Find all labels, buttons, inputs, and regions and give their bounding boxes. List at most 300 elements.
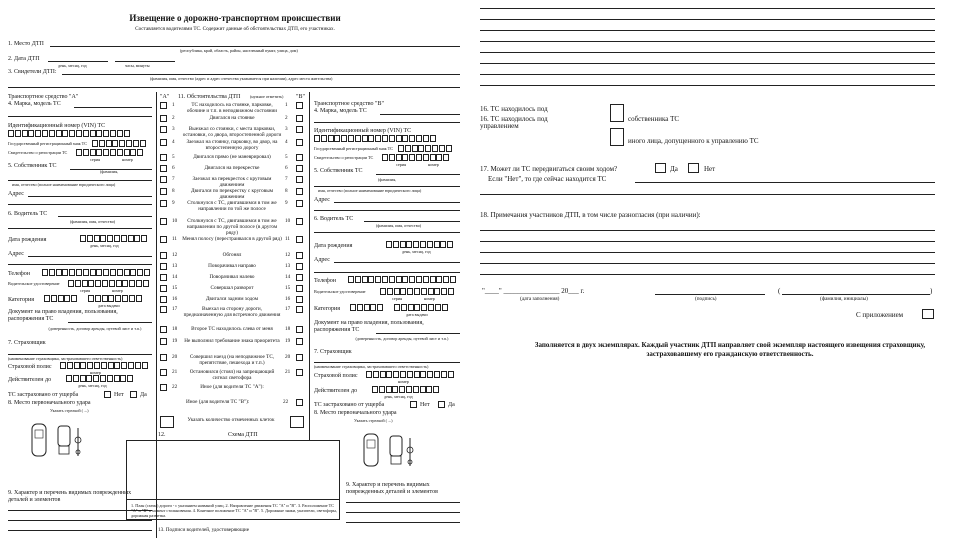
note-line-3[interactable]: [480, 252, 935, 253]
circ-7-b-checkbox[interactable]: [296, 176, 303, 183]
circ-12-label: Обгонял: [222, 252, 242, 258]
circ-22-num-a: 22: [172, 384, 178, 390]
circ-8-b-checkbox[interactable]: [296, 188, 303, 195]
circ-11-num-b: 11: [285, 236, 290, 242]
circ-19-label: Не выполнил требование знака приоритета: [184, 338, 280, 344]
circ-16-num-b: 16: [285, 296, 291, 302]
scheme-label: Схема ДТП: [228, 432, 258, 438]
circ-4-num-a: 4: [172, 139, 175, 145]
vehicle-b-birth-label: Дата рождения: [314, 243, 353, 249]
vehicle-b-phone-label: Телефон: [314, 278, 336, 284]
note-line-5[interactable]: [480, 274, 935, 275]
vehicle-b-issue-cells[interactable]: [394, 304, 448, 311]
count-b-box[interactable]: [290, 416, 304, 428]
vehicle-a-damage-line-3[interactable]: [8, 530, 152, 531]
vehicle-b-driver-hint: (фамилия, имя, отчество): [376, 223, 422, 228]
note-line-4[interactable]: [480, 263, 935, 264]
form-right-page: [470, 0, 960, 540]
vehicle-a-ins-no-checkbox[interactable]: [104, 391, 111, 398]
circ-11-a-checkbox[interactable]: [160, 236, 167, 243]
name-line[interactable]: [782, 294, 930, 295]
date-fill-hint: (дата заполнения): [520, 296, 560, 302]
circ-1-a-checkbox[interactable]: [160, 102, 167, 109]
vehicle-b-license-cells[interactable]: [380, 288, 455, 295]
vehicle-b-car-diagram[interactable]: [360, 430, 420, 475]
vehicle-a-policy-label: Страховой полис: [8, 364, 52, 370]
vehicle-b-reg-cert-label: Свидетельство о регистрации ТС: [314, 155, 374, 160]
note-line-1[interactable]: [480, 230, 935, 231]
vehicle-b-address-line[interactable]: [334, 202, 460, 203]
circ-4-num-b: 4: [285, 139, 288, 145]
vehicle-a-policy-cells[interactable]: [60, 362, 148, 369]
circ-4-b-checkbox[interactable]: [296, 139, 303, 146]
circ-15-a-checkbox[interactable]: [160, 285, 167, 292]
time-hint: часы, минуты: [125, 63, 150, 68]
vehicle-b-birth-cells[interactable]: [386, 241, 454, 248]
circ-18-a-checkbox[interactable]: [160, 326, 167, 333]
circ-9-a-checkbox[interactable]: [160, 200, 167, 207]
vehicle-b-impact-label: 8. Место первоначального удара: [314, 410, 397, 416]
vehicle-b-reg-plate-label: Государственный регистрационный знак ТС: [314, 146, 393, 151]
vehicle-b-vin-label: Идентификационный номер (VIN) ТС: [314, 128, 412, 134]
vehicle-b-license-series-hint: серия: [392, 296, 403, 301]
circ-16-a-checkbox[interactable]: [160, 296, 167, 303]
circ-11-num-a: 11: [172, 236, 177, 242]
circ-21-num-b: 21: [285, 369, 291, 375]
circ-13-b-checkbox[interactable]: [296, 263, 303, 270]
vehicle-a-driver-address-line-2[interactable]: [8, 264, 152, 265]
vehicle-a-phone-label: Телефон: [8, 271, 30, 277]
vehicle-b-vin-cells[interactable]: [314, 135, 436, 142]
circ-20-num-b: 20: [285, 354, 291, 360]
other-label: иного лица, допущенного к управлению ТС: [628, 137, 759, 145]
vehicle-a-vin-label: Идентификационный номер (VIN) ТС: [8, 123, 106, 129]
vehicle-a-driver-label: 6. Водитель ТС: [8, 211, 48, 217]
vehicle-b-phone-cells[interactable]: [348, 276, 457, 283]
vehicle-a-address-line[interactable]: [28, 196, 152, 197]
circ-14-a-checkbox[interactable]: [160, 274, 167, 281]
vehicle-a-mark-label: 4. Марка, модель ТС: [8, 101, 61, 107]
circ-16-label: Двигался задним ходом: [205, 296, 259, 302]
name-hint: (фамилия, инициалы): [820, 296, 868, 302]
vehicle-b-license-label: Водительское удостоверение: [314, 289, 366, 294]
circ-1-b-checkbox[interactable]: [296, 102, 303, 109]
vehicle-b-driver-address-line[interactable]: [334, 262, 460, 263]
circ-9-label: Столкнулся с ТС, двигавшимся в том же направлении по той же полосе: [187, 200, 277, 212]
circ-2-label: Двигался на стоянке: [209, 115, 255, 121]
field-2-label: 2. Дата ДТП: [8, 56, 40, 62]
vehicle-a-category-cells[interactable]: [44, 295, 78, 302]
vehicle-a-header: Транспортное средство "А": [8, 94, 79, 100]
vehicle-a-owner-hint: имя, отчество (полное наименование юридического лица): [12, 182, 116, 187]
field-17-label: 17. Может ли ТС передвигаться своим ходом?: [480, 165, 618, 173]
circ-3-num-a: 3: [172, 126, 175, 132]
circ-19-a-checkbox[interactable]: [160, 338, 167, 345]
circ-8-label: Двигался по перекрестку с круговым движением: [191, 188, 273, 200]
circ-5-b-checkbox[interactable]: [296, 154, 303, 161]
circ-20-num-a: 20: [172, 354, 178, 360]
vehicle-b-issue-hint: дата выдачи: [406, 312, 428, 317]
circ-6-label: Двигался на перекрестке: [204, 165, 260, 171]
circumstances-header: 11. Обстоятельства ДТП: [178, 94, 241, 100]
field-12-label: 12.: [158, 432, 166, 438]
vehicle-a-ins-yes-label: Да: [140, 392, 147, 398]
vehicle-b-owner-line[interactable]: [376, 174, 460, 175]
own-label: собственника ТС: [628, 115, 680, 123]
attachment-checkbox[interactable]: [922, 309, 934, 319]
move-yes-checkbox[interactable]: [655, 163, 666, 173]
vehicle-a-driver-address-line[interactable]: [28, 256, 152, 257]
circ-19-num-a: 19: [172, 338, 178, 344]
circ-16-b-checkbox[interactable]: [296, 296, 303, 303]
note-line-2[interactable]: [480, 241, 935, 242]
place-hint: (республика, край, область, район, населенный пункт, улица, дом): [180, 48, 298, 53]
name-paren-close: ): [930, 287, 933, 295]
vehicle-a-doc-label: Документ на право владения, пользования, распоряжения ТС: [8, 309, 118, 322]
vehicle-b-series-hint: серия: [396, 162, 407, 167]
vehicle-b-category-cells[interactable]: [350, 304, 384, 311]
circ-21-a-checkbox[interactable]: [160, 369, 167, 376]
circ-2-num-b: 2: [285, 115, 288, 121]
top-line-1[interactable]: [480, 8, 935, 9]
time-line[interactable]: [115, 61, 175, 62]
vehicle-a-doc-line[interactable]: [68, 322, 152, 323]
circ-1-label: ТС находилось на стоянке, парковке, обочине и т.п. в неподвижном состоянии: [186, 102, 278, 114]
circ-1-num-a: 1: [172, 102, 175, 108]
vehicle-b-damage-line-2[interactable]: [346, 512, 460, 513]
move-no-label: Нет: [704, 165, 716, 173]
vehicle-a-doc-hint: (доверенность, договор аренды, путевой лист и т.п.): [48, 326, 142, 331]
circ-1-num-b: 1: [285, 102, 288, 108]
vehicle-a-car-diagram[interactable]: [28, 420, 88, 465]
vehicle-a-insurer-label: 7. Страховщик: [8, 340, 46, 346]
field-3-label: 3. Свидетели ДТП:: [8, 69, 57, 75]
vehicle-b-damage-line-1[interactable]: [346, 502, 460, 503]
vehicle-b-driver-label: 6. Водитель ТС: [314, 216, 354, 222]
circ-5-a-checkbox[interactable]: [160, 154, 167, 161]
circ-9-b-checkbox[interactable]: [296, 200, 303, 207]
vehicle-a-category-label: Категория: [8, 297, 34, 303]
circumstances-col-a: "А": [160, 94, 170, 100]
circ-15-num-b: 15: [285, 285, 291, 291]
name-paren-open: (: [778, 287, 781, 295]
vehicle-b-column: [314, 92, 462, 540]
date-fill-line[interactable]: "____" ________________ 20___ г.: [482, 287, 585, 295]
vehicle-a-issue-hint: дата выдачи: [98, 303, 120, 308]
circumstances-other-b-num: 22: [283, 399, 289, 405]
vehicle-b-policy-cells[interactable]: [366, 371, 454, 378]
vehicle-a-reg-cert-cells[interactable]: [76, 149, 144, 156]
vehicle-a-owner-label: 5. Собственник ТС: [8, 163, 57, 169]
vehicle-b-doc-line[interactable]: [376, 333, 460, 334]
vehicle-b-ins-yes-checkbox[interactable]: [438, 401, 445, 408]
circ-8-num-b: 8: [285, 188, 288, 194]
vehicle-b-arrow-hint: Указать стрелкой (→): [354, 418, 393, 423]
vehicle-b-valid-hint: день, месяц, год: [384, 394, 413, 399]
vehicle-b-birth-hint: день, месяц, год: [402, 249, 431, 254]
circ-13-num-b: 13: [285, 263, 291, 269]
circ-15-b-checkbox[interactable]: [296, 285, 303, 292]
vehicle-b-mark-line[interactable]: [380, 114, 460, 115]
circ-9-num-a: 9: [172, 200, 175, 206]
circ-22-a-checkbox[interactable]: [160, 384, 167, 391]
vehicle-b-damage-label: 9. Характер и перечень видимых поврежденных деталей и элементов: [346, 482, 438, 495]
witness-hint: (фамилия, имя, отчество (адрес и адрес отечества указывается при наличии), адрес места жительства): [150, 76, 333, 81]
circ-17-num-b: 17: [285, 306, 291, 312]
circ-3-a-checkbox[interactable]: [160, 126, 167, 133]
vehicle-b-reg-plate-cells[interactable]: [398, 145, 452, 152]
circ-3-b-checkbox[interactable]: [296, 126, 303, 133]
form-left-page: [0, 0, 470, 540]
circ-17-a-checkbox[interactable]: [160, 306, 167, 313]
vehicle-b-policy-label: Страховой полис: [314, 373, 358, 379]
where-label: Если "Нет", то где сейчас находится ТС: [488, 175, 607, 183]
vehicle-a-vin-cells[interactable]: [8, 130, 130, 137]
vehicle-a-reg-cert-label: Свидетельство о регистрации ТС: [8, 150, 68, 155]
scheme-drawing-area[interactable]: [126, 440, 340, 520]
circumstances-other-b-checkbox[interactable]: [296, 399, 303, 406]
circ-13-label: Поворачивал направо: [208, 263, 256, 269]
circ-19-b-checkbox[interactable]: [296, 338, 303, 345]
move-no-checkbox[interactable]: [688, 163, 699, 173]
circ-10-b-checkbox[interactable]: [296, 218, 303, 225]
circ-15-label: Совершал разворот: [210, 285, 254, 291]
count-a-box[interactable]: [160, 416, 174, 428]
vehicle-a-phone-cells[interactable]: [42, 269, 151, 276]
vehicle-a-policy-number-hint: номер: [90, 370, 101, 375]
attachment-label: С приложением: [856, 311, 904, 319]
circ-12-num-a: 12: [172, 252, 178, 258]
vehicle-b-owner-label: 5. Собственник ТС: [314, 168, 363, 174]
date-hint: день, месяц, год: [58, 63, 87, 68]
circ-3-label: Выезжал со стоянки, с места парковки, остановки, со двора, второстепенной дороги: [182, 126, 282, 138]
vehicle-a-driver-line-2[interactable]: [8, 228, 152, 229]
scheme-note: 1. План (схема) дороги - с указанием названий улиц. 2. Направление движения ТС "А" и "В". 3. Расположение ТС "А" и "В" в момент столкновения. 4. Конечное положение ТС "А" и "В". 5. Дорожные знаки, указатели, светофоры, дорожная разметка.: [131, 503, 337, 519]
vehicle-b-doc-hint: (доверенность, договор аренды, путевой лист и т.п.): [355, 336, 449, 341]
witness-line[interactable]: [62, 74, 460, 75]
footer-note: Заполняется в двух экземплярах. Каждый участник ДТП направляет свой экземпляр настоящего извещения страховщику, застраховавшему его гражданскую ответственность.: [534, 341, 926, 359]
count-label: Указать количество отмеченных клеток: [187, 417, 275, 423]
vehicle-a-birth-label: Дата рождения: [8, 237, 47, 243]
vehicle-a-valid-label: Действителен до: [8, 377, 52, 383]
field-16-label: 16. ТС находилось под управлением: [480, 115, 548, 130]
where-line-2[interactable]: [480, 194, 935, 195]
vehicle-b-number-hint: номер: [428, 162, 439, 167]
vehicle-a-license-number-hint: номер: [112, 288, 123, 293]
circumstances-header-hint: (нужное отметить): [250, 94, 284, 99]
circ-14-b-checkbox[interactable]: [296, 274, 303, 281]
circ-13-a-checkbox[interactable]: [160, 263, 167, 270]
circ-18-label: Второе ТС находилось слева от меня: [191, 326, 273, 332]
circ-17-label: Выехал на сторону дороги, предназначенную для встречного движения: [183, 306, 281, 318]
vehicle-a-valid-hint: день, месяц, год: [78, 383, 107, 388]
circ-20-b-checkbox[interactable]: [296, 354, 303, 361]
vehicle-a-arrow-hint: Указать стрелкой (→): [50, 408, 89, 413]
vehicle-b-ins-yes-label: Да: [448, 402, 455, 408]
vehicle-a-license-series-hint: серия: [80, 288, 91, 293]
circ-21-label: Остановился (стоял) на запрещающий сигнал светофора: [189, 369, 275, 381]
top-line-2[interactable]: [480, 19, 935, 20]
vehicle-b-address-line-2[interactable]: [314, 210, 460, 211]
vehicle-b-owner-hint: имя, отчество (полное наименование юридического лица): [318, 188, 422, 193]
vehicle-a-insurer-hint: (наименование страховщика, застраховавшего ответственность): [8, 356, 123, 361]
vehicle-a-license-cells[interactable]: [68, 280, 150, 287]
circ-11-label: Менял полосу (перестраивался в другой ряд): [182, 236, 282, 242]
vehicle-b-valid-cells[interactable]: [372, 386, 440, 393]
circ-10-a-checkbox[interactable]: [160, 218, 167, 225]
circ-5-num-a: 5: [172, 154, 175, 160]
circ-9-num-b: 9: [285, 200, 288, 206]
top-line-3[interactable]: [480, 30, 935, 31]
vehicle-b-driver-line-2[interactable]: [314, 232, 460, 233]
other-checkbox[interactable]: [610, 128, 624, 146]
vehicle-b-license-number-hint: номер: [424, 296, 435, 301]
circumstances-col-b: "В": [296, 94, 305, 100]
circ-20-a-checkbox[interactable]: [160, 354, 167, 361]
vehicle-b-driver-line[interactable]: [364, 221, 460, 222]
top-line-6[interactable]: [480, 63, 935, 64]
circ-2-a-checkbox[interactable]: [160, 115, 167, 122]
vehicle-b-category-label: Категория: [314, 306, 340, 312]
vehicle-b-damage-ins-label: ТС застраховано от ущерба: [314, 402, 385, 408]
vehicle-b-insurer-line[interactable]: [314, 362, 460, 363]
vehicle-a-owner-surname-hint: (фамилия,: [100, 169, 119, 174]
vehicle-a-reg-plate-cells[interactable]: [92, 140, 146, 147]
vehicle-a-reg-plate-label: Государственный регистрационный знак ТС: [8, 141, 87, 146]
vehicle-b-driver-address-label: Адрес: [314, 257, 330, 263]
vehicle-a-series-hint: серия: [90, 157, 101, 162]
circ-20-label: Совершил наезд (на неподвижное ТС, препятствие, пешехода и т.п.): [189, 354, 275, 366]
circ-6-b-checkbox[interactable]: [296, 165, 303, 172]
circ-6-num-a: 6: [172, 165, 175, 171]
circ-15-num-a: 15: [172, 285, 178, 291]
field-1-label: 1. Место ДТП: [8, 41, 44, 47]
own-checkbox[interactable]: [610, 104, 624, 122]
vehicle-b-mark-label: 4. Марка, модель ТС: [314, 108, 367, 114]
circ-18-num-b: 18: [285, 326, 291, 332]
circ-21-num-a: 21: [172, 369, 178, 375]
vehicle-b-owner-surname-hint: (фамилия,: [378, 177, 397, 182]
vehicle-a-birth-hint: день, месяц, год: [90, 243, 119, 248]
vehicle-a-valid-cells[interactable]: [66, 375, 134, 382]
circ-18-b-checkbox[interactable]: [296, 326, 303, 333]
vehicle-b-policy-number-hint: номер: [398, 379, 409, 384]
form-title: Извещение о дорожно-транспортном происшествии: [129, 13, 341, 23]
vehicle-b-valid-label: Действителен до: [314, 388, 358, 394]
vehicle-b-doc-label: Документ на право владения, пользования, распоряжения ТС: [314, 320, 424, 333]
vehicle-b-ins-no-label: Нет: [420, 402, 430, 408]
circ-14-num-a: 14: [172, 274, 178, 280]
signature-hint: (подпись): [695, 296, 717, 302]
vehicle-a-damage-label: 9. Характер и перечень видимых поврежденных деталей и элементов: [8, 490, 132, 503]
vehicle-a-license-label: Водительское удостоверение: [8, 281, 60, 286]
circ-3-num-b: 3: [285, 126, 288, 132]
circ-18-num-a: 18: [172, 326, 178, 332]
vehicle-a-insurer-line[interactable]: [8, 354, 152, 355]
vehicle-b-driver-address-line-2[interactable]: [314, 272, 460, 273]
vehicle-a-mark-line[interactable]: [74, 107, 152, 108]
circ-7-a-checkbox[interactable]: [160, 176, 167, 183]
top-line-7[interactable]: [480, 74, 935, 75]
circ-10-num-b: 10: [285, 218, 291, 224]
top-line-5[interactable]: [480, 52, 935, 53]
vehicle-a-owner-line-2[interactable]: [8, 180, 152, 181]
top-line-4[interactable]: [480, 41, 935, 42]
circ-14-num-b: 14: [285, 274, 291, 280]
circ-12-num-b: 12: [285, 252, 291, 258]
circ-16-num-a: 16: [172, 296, 178, 302]
circ-5-label: Двигался прямо (не маневрировал): [193, 154, 271, 160]
circ-17-b-checkbox[interactable]: [296, 306, 303, 313]
form-subtitle: Составляется водителями ТС. Содержит данные об обстоятельствах ДТП, его участниках.: [135, 26, 335, 32]
vehicle-a-ins-no-label: Нет: [114, 392, 124, 398]
circ-11-b-checkbox[interactable]: [296, 236, 303, 243]
vehicle-b-header: Транспортное средство "В": [314, 101, 384, 107]
vehicle-b-ins-no-checkbox[interactable]: [410, 401, 417, 408]
field-18-label: 18. Примечания участников ДТП, в том числе разногласия (при наличии):: [480, 211, 701, 219]
vehicle-a-driver-hint: (фамилия, имя, отчество): [70, 219, 116, 224]
date-line[interactable]: [48, 61, 108, 62]
vehicle-a-driver-line[interactable]: [58, 216, 152, 217]
vehicle-b-insurer-label: 7. Страховщик: [314, 349, 352, 355]
vehicle-b-insurer-hint: (наименование страховщика, застраховавшего ответственность): [314, 364, 429, 369]
circ-5-num-b: 5: [285, 154, 288, 160]
circ-12-a-checkbox[interactable]: [160, 252, 167, 259]
circumstances-other-b: Иное (для водителя ТС "В"):: [186, 399, 250, 405]
circ-10-label: Столкнулся с ТС, двигавшимся в том же направлении по другой полосе (в другом ряду): [186, 218, 278, 236]
circ-7-num-b: 7: [285, 176, 288, 182]
where-line[interactable]: [635, 182, 935, 183]
circ-19-num-b: 19: [285, 338, 291, 344]
top-line-8[interactable]: [480, 85, 935, 86]
circ-6-num-b: 6: [285, 165, 288, 171]
circ-7-num-a: 7: [172, 176, 175, 182]
vehicle-a-birth-cells[interactable]: [80, 235, 148, 242]
vehicle-b-damage-line-3[interactable]: [346, 522, 460, 523]
vehicle-b-address-label: Адрес: [314, 197, 330, 203]
circ-2-b-checkbox[interactable]: [296, 115, 303, 122]
circ-14-label: Поворачивал налево: [209, 274, 255, 280]
vehicle-a-ins-yes-checkbox[interactable]: [130, 391, 137, 398]
vehicle-a-issue-cells[interactable]: [88, 295, 142, 302]
circ-8-num-a: 8: [172, 188, 175, 194]
circ-12-b-checkbox[interactable]: [296, 252, 303, 259]
circ-6-a-checkbox[interactable]: [160, 165, 167, 172]
circ-8-a-checkbox[interactable]: [160, 188, 167, 195]
vehicle-a-damage-ins-label: ТС застраховано от ущерба: [8, 392, 79, 398]
vehicle-a-damage-line-2[interactable]: [8, 520, 152, 521]
vehicle-a-mark-line-2[interactable]: [8, 116, 152, 117]
circ-7-label: Заезжал на перекресток с круговым движением: [192, 176, 272, 188]
circ-2-num-a: 2: [172, 115, 175, 121]
vehicle-b-mark-line-2[interactable]: [314, 122, 460, 123]
field-13-label: 13. Подписи водителей, удостоверяющие: [158, 527, 250, 533]
witness-line-2[interactable]: [8, 87, 460, 88]
move-yes-label: Да: [670, 165, 678, 173]
circ-21-b-checkbox[interactable]: [296, 369, 303, 376]
vehicle-b-reg-cert-cells[interactable]: [382, 154, 450, 161]
place-line[interactable]: [50, 46, 460, 47]
circ-13-num-a: 13: [172, 263, 178, 269]
vehicle-b-owner-line-2[interactable]: [314, 186, 460, 187]
circ-10-num-a: 10: [172, 218, 178, 224]
signature-line[interactable]: [655, 294, 765, 295]
circ-17-num-a: 17: [172, 306, 178, 312]
circ-22-label: Иное (для водителя ТС "А"):: [200, 384, 264, 390]
vehicle-a-address-line-2[interactable]: [8, 204, 152, 205]
vehicle-a-address-label: Адрес: [8, 191, 24, 197]
circ-4-a-checkbox[interactable]: [160, 139, 167, 146]
